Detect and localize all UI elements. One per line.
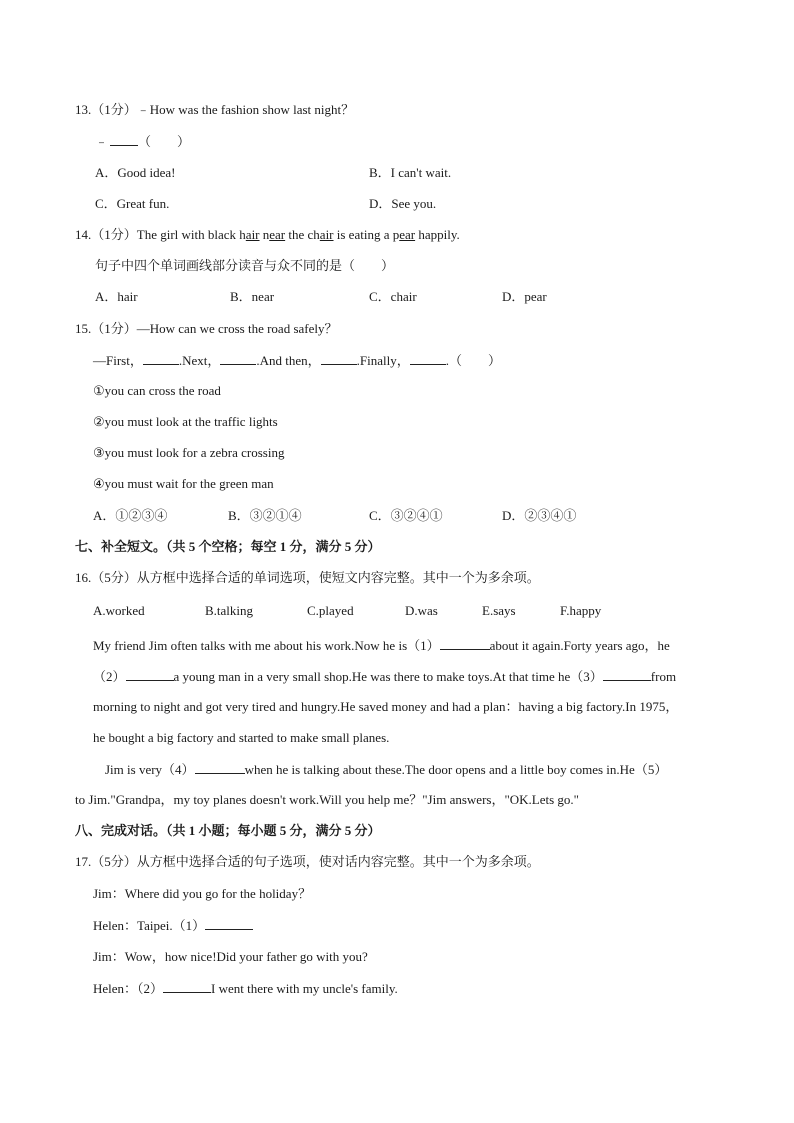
answer-blank-3[interactable] xyxy=(321,351,357,365)
word-choice-d: D.was xyxy=(405,603,438,618)
question-17 xyxy=(75,853,540,871)
passage-blank-4[interactable] xyxy=(195,760,245,774)
question-score: （1分） xyxy=(91,321,137,336)
option-14-c[interactable]: C．chair xyxy=(369,289,417,304)
underlined-part: ear xyxy=(269,227,286,242)
question-instruction: 从方框中选择合适的单词选项，使短文内容完整。其中一个为多余项。 xyxy=(136,570,540,585)
question-14-instruction: 句子中四个单词画线部分读音与众不同的是（ ） xyxy=(95,258,395,273)
option-13-c[interactable]: C．Great fun. xyxy=(95,196,170,211)
step-2: ②you must look at the traffic lights xyxy=(93,414,278,429)
option-14-a[interactable]: A．hair xyxy=(95,289,138,304)
question-score: （1分） xyxy=(91,102,137,117)
question-score: （5分） xyxy=(91,854,137,869)
option-14-b[interactable]: B．near xyxy=(230,289,275,304)
answer-blank[interactable] xyxy=(110,132,138,146)
option-13-b[interactable]: B．I can't wait. xyxy=(369,165,452,180)
option-15-c[interactable]: C．③②④① xyxy=(369,508,443,523)
passage-blank-1[interactable] xyxy=(440,636,490,650)
question-13 xyxy=(75,101,354,119)
dialog-line-4: Helen：（2） I went there with my uncle's family. xyxy=(93,981,398,996)
question-instruction: 从方框中选择合适的句子选项，使对话内容完整。其中一个为多余项。 xyxy=(136,854,540,869)
underlined-part: air xyxy=(319,227,334,242)
option-15-d[interactable]: D．②③④① xyxy=(502,508,577,523)
question-score: （5分） xyxy=(91,570,137,585)
passage-line: he bought a big factory and started to make small planes. xyxy=(93,730,390,745)
question-15 xyxy=(75,320,337,338)
word-choice-a: A.worked xyxy=(93,603,145,618)
question-number: 17. xyxy=(75,854,92,869)
answer-blank-2[interactable] xyxy=(220,351,256,365)
dialog-line-3: Jim：Wow，how nice!Did your father go with you? xyxy=(93,949,368,964)
option-14-d[interactable]: D．pear xyxy=(502,289,547,304)
underlined-part: air xyxy=(245,227,260,242)
question-text: ﹣How was the fashion show last night？ xyxy=(136,102,355,117)
word-choice-b: B.talking xyxy=(205,603,254,618)
passage-line: morning to night and got very tired and hungry.He saved money and had a plan：having a big factory.In 1975， xyxy=(93,699,679,714)
answer-bracket: （ ） xyxy=(138,134,191,149)
step-3: ③you must look for a zebra crossing xyxy=(93,445,285,460)
step-4: ④you must wait for the green man xyxy=(93,476,274,491)
dialog-blank-2[interactable] xyxy=(163,979,211,993)
question-number: 15. xyxy=(75,321,92,336)
option-15-a[interactable]: A．①②③④ xyxy=(93,508,168,523)
answer-blank-1[interactable] xyxy=(143,351,179,365)
answer-line-13: ﹣ （ ） xyxy=(95,134,191,149)
section-8-title: 八、完成对话。（共 1 小题；每小题 5 分，满分 5 分） xyxy=(75,823,381,838)
passage-line: to Jim."Grandpa，my toy planes doesn't work.Will you help me？"Jim answers，"OK.Lets go." xyxy=(75,792,579,807)
step-1: ①you can cross the road xyxy=(93,383,221,398)
underlined-part: ear xyxy=(399,227,416,242)
answer-line-15: —First， .Next， .And then， .Finally， .（ ） xyxy=(93,353,502,368)
word-choice-e: E.says xyxy=(482,603,516,618)
passage-blank-2[interactable] xyxy=(126,667,174,681)
question-text: —How can we cross the road safely？ xyxy=(136,321,338,336)
question-number: 13. xyxy=(75,102,92,117)
question-14: 14.（1分）The girl with black hair near the chair is eating a pear happily. xyxy=(75,227,460,242)
passage-blank-3[interactable] xyxy=(603,667,651,681)
answer-blank-4[interactable] xyxy=(410,351,446,365)
dialog-line-1: Jim：Where did you go for the holiday？ xyxy=(93,886,312,901)
passage-line: My friend Jim often talks with me about his work.Now he is（1） about it again.Forty years ago，he xyxy=(93,638,670,653)
passage-line: Jim is very（4） when he is talking about these.The door opens and a little boy comes in.He（5） xyxy=(105,762,668,777)
word-choice-f: F.happy xyxy=(560,603,602,618)
dialog-blank-1[interactable] xyxy=(205,916,253,930)
option-15-b[interactable]: B．③②①④ xyxy=(228,508,302,523)
word-choice-c: C.played xyxy=(307,603,354,618)
option-13-d[interactable]: D．See you. xyxy=(369,196,437,211)
question-score: （1分） xyxy=(91,227,137,242)
option-13-a[interactable]: A．Good idea! xyxy=(95,165,176,180)
section-7-title: 七、补全短文。（共 5 个空格；每空 1 分，满分 5 分） xyxy=(75,539,381,554)
question-16 xyxy=(75,569,540,587)
dialog-line-2: Helen：Taipei.（1） xyxy=(93,916,253,935)
question-number: 14. xyxy=(75,227,92,242)
passage-line: （2） a young man in a very small shop.He was there to make toys.At that time he（3） from xyxy=(93,669,677,684)
question-number: 16. xyxy=(75,570,92,585)
